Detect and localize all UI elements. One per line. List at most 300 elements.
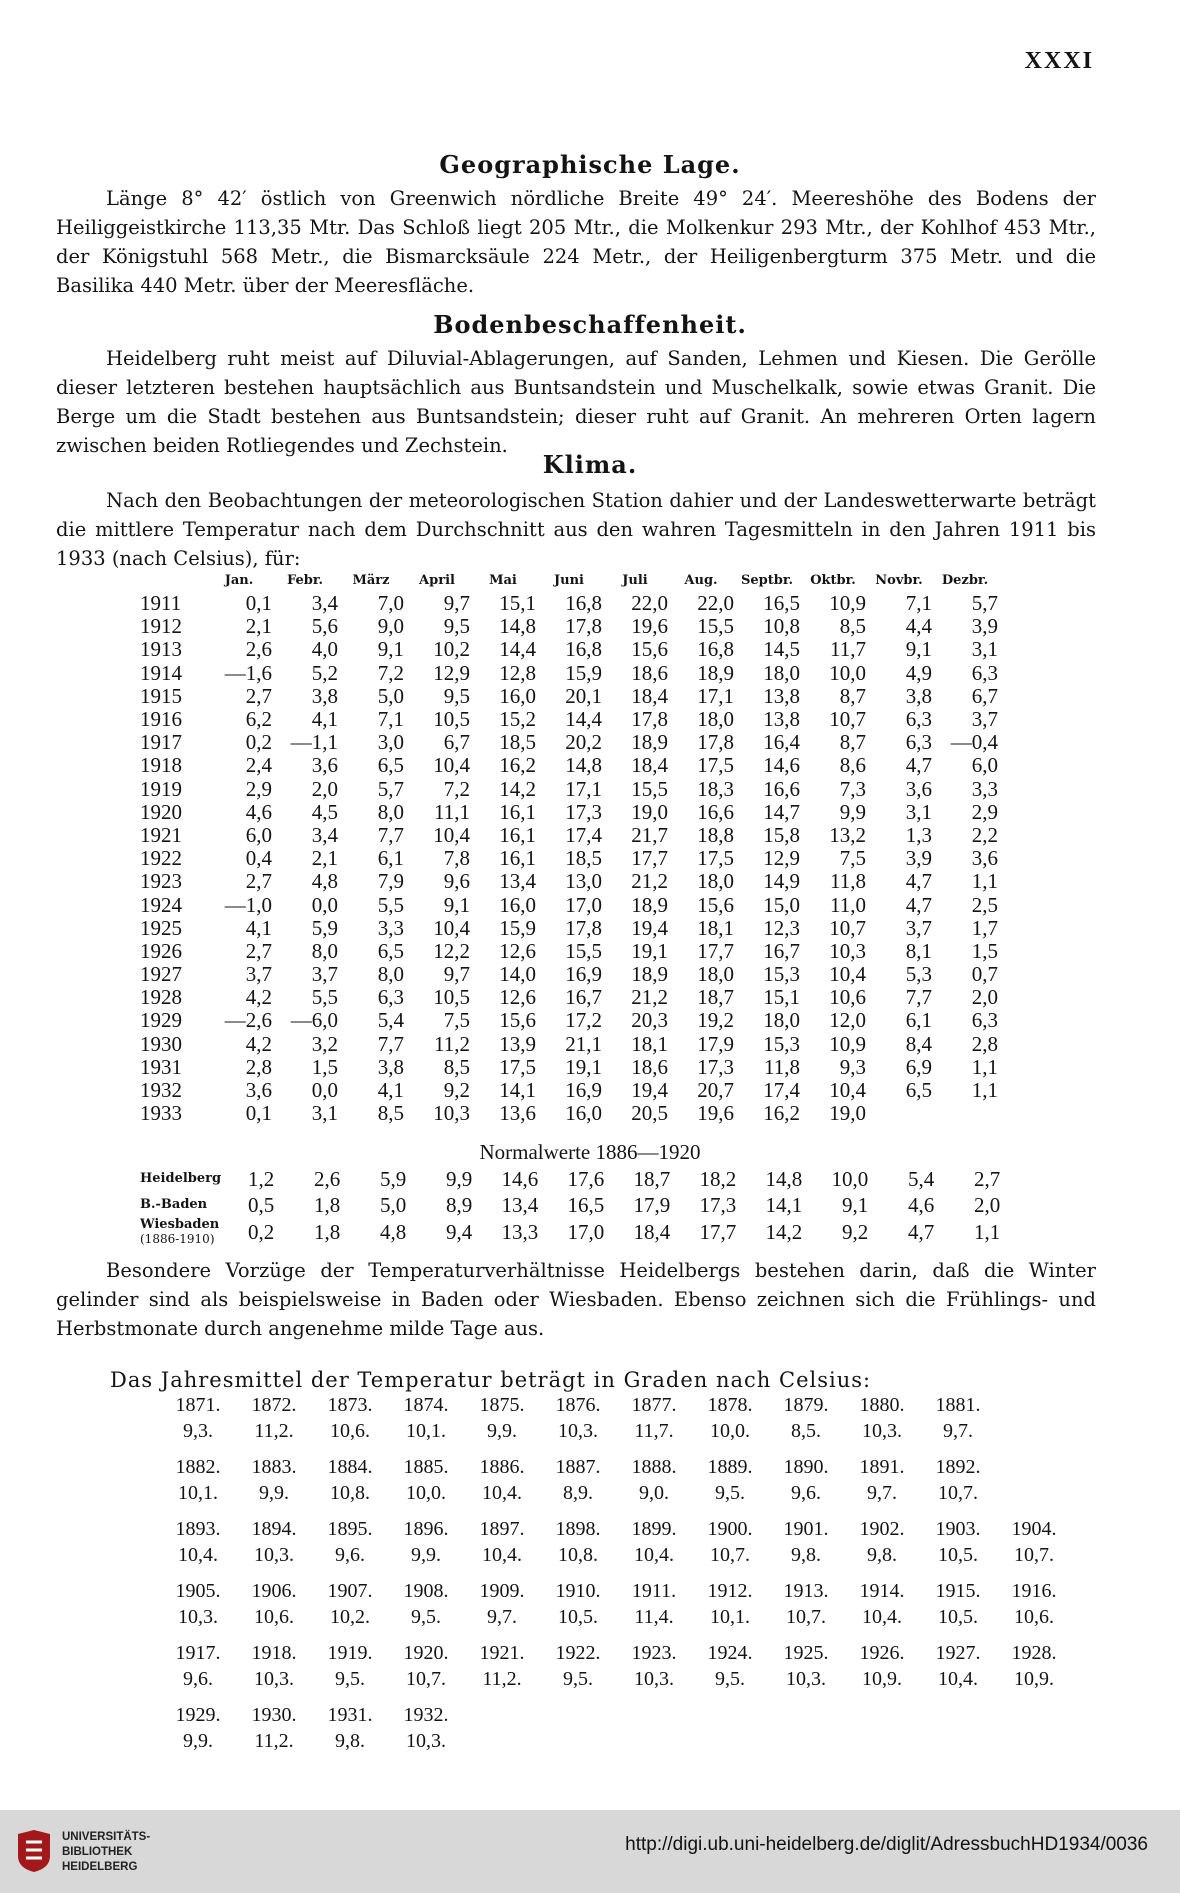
temperature-row (140, 847, 998, 870)
heading-klima: Klima. (542, 450, 638, 479)
mean-value: 10,9. (862, 1668, 902, 1690)
mean-value: 10,4. (482, 1544, 522, 1566)
temperature-cell: 0,0 (311, 892, 338, 917)
mean-value: 9,5. (335, 1668, 365, 1690)
temperature-cell: 15,9 (499, 915, 536, 940)
temperature-cell: 17,8 (697, 730, 734, 755)
normalwert-cell: 13,3 (501, 1219, 539, 1244)
mean-value: 9,7. (487, 1606, 517, 1628)
temperature-cell: 3,0 (377, 730, 404, 755)
jahresmittel-years-row (160, 1578, 1072, 1604)
temperature-cell: 20,7 (697, 1078, 734, 1103)
mean-value: 10,5. (558, 1606, 598, 1628)
temperature-cell: 19,1 (631, 938, 668, 963)
boden-paragraph (56, 344, 1096, 460)
year-label: 1912. (707, 1580, 753, 1602)
year-label: 1898. (555, 1518, 601, 1540)
library-seal-icon (14, 1828, 54, 1874)
normalwert-cell: 2,7 (974, 1166, 1001, 1191)
temperature-cell: 19,0 (631, 799, 668, 824)
year-column-header (140, 566, 206, 592)
temperature-cell: 3,7 (971, 707, 998, 732)
year-label: 1931. (327, 1704, 373, 1726)
station-label (140, 1166, 248, 1192)
temperature-cell: 16,1 (499, 846, 536, 871)
temperature-cell: 2,0 (311, 776, 338, 801)
year-label: 1877. (631, 1394, 677, 1416)
temperature-cell: 13,2 (829, 822, 866, 847)
temperature-cell: 7,2 (443, 776, 470, 801)
mean-value: 10,0. (406, 1482, 446, 1504)
temperature-cell: 10,3 (433, 1101, 470, 1126)
year-label: 1883. (251, 1456, 297, 1478)
normalwert-cell: 5,9 (380, 1166, 407, 1191)
temperature-cell: 19,6 (697, 1101, 734, 1126)
mean-value: 10,3. (786, 1668, 826, 1690)
temperature-cell: 15,5 (697, 614, 734, 639)
year-label: 1924. (707, 1642, 753, 1664)
year-label: 1879. (783, 1394, 829, 1416)
temperature-cell: 1,3 (905, 822, 932, 847)
year-label: 1915. (935, 1580, 981, 1602)
temperature-cell: 3,2 (311, 1031, 338, 1056)
temperature-cell: 14,7 (763, 799, 800, 824)
year-label: 1871. (175, 1394, 221, 1416)
temperature-cell: 15,1 (763, 985, 800, 1010)
station-period: (1886-1910) (140, 1232, 215, 1246)
logo-line: HEIDELBERG (62, 1861, 138, 1873)
year-label: 1929. (175, 1704, 221, 1726)
year-label: 1904. (1011, 1518, 1057, 1540)
temperature-cell: 15,6 (697, 892, 734, 917)
temperature-cell: 5,9 (311, 915, 338, 940)
temperature-row (140, 592, 998, 615)
mean-value: 10,4. (938, 1668, 978, 1690)
temperature-cell: 6,3 (905, 707, 932, 732)
temperature-row (140, 986, 998, 1009)
temperature-cell: 10,2 (433, 637, 470, 662)
month-header: Mai (489, 573, 517, 588)
temperature-cell: 21,2 (631, 869, 668, 894)
mean-value: 10,4. (482, 1482, 522, 1504)
year-cell: 1914 (140, 660, 182, 685)
temperature-cell: 4,7 (905, 892, 932, 917)
temperature-cell: 12,6 (499, 985, 536, 1010)
year-label: 1876. (555, 1394, 601, 1416)
temperature-cell: 21,1 (565, 1031, 602, 1056)
year-cell: 1926 (140, 938, 182, 963)
temperature-cell: 1,5 (311, 1054, 338, 1079)
year-label: 1892. (935, 1456, 981, 1478)
normalwert-cell: 17,9 (633, 1192, 671, 1217)
mean-value: 10,7. (1014, 1544, 1054, 1566)
mean-value: 9,6. (183, 1668, 213, 1690)
temperature-cell: 13,8 (763, 707, 800, 732)
year-label: 1923. (631, 1642, 677, 1664)
year-label: 1893. (175, 1518, 221, 1540)
geo-text: Länge 8° 42′ östlich von Greenwich nördliche Breite 49° 24′. Meereshöhe des Bodens der Heiliggeistkirche 113,35 Mtr. Das Schloß liegt 205 Mtr., die Molkenkur 293 Mtr., der Kohlhof 453 Mtr., der Königstuhl 568 Metr., die Bismarcksäule 224 Metr., der Heiligenbergturm 375 Metr. und die Basilika 440 Metr. über der Meeresfläche. (56, 187, 1096, 297)
temperature-cell: 6,7 (443, 730, 470, 755)
normalwert-cell: 1,8 (314, 1192, 341, 1217)
mean-value: 9,7. (867, 1482, 897, 1504)
temperature-cell: 7,8 (443, 846, 470, 871)
year-label: 1919. (327, 1642, 373, 1664)
year-cell: 1915 (140, 683, 182, 708)
temperature-cell: 7,7 (377, 822, 404, 847)
mean-value: 11,2. (482, 1668, 522, 1690)
temperature-cell: 14,5 (763, 637, 800, 662)
temperature-cell: 2,6 (245, 637, 272, 662)
temperature-row (140, 940, 998, 963)
temperature-cell: 8,5 (443, 1054, 470, 1079)
temperature-cell: 18,9 (631, 962, 668, 987)
temperature-row (140, 1009, 998, 1032)
normalwert-cell: 0,2 (248, 1219, 275, 1244)
temperature-cell: 3,4 (311, 822, 338, 847)
normalwert-cell: 18,2 (699, 1166, 737, 1191)
logo-line: BIBLIOTHEK (62, 1846, 133, 1858)
temperature-cell: 5,6 (311, 614, 338, 639)
temperature-cell: 4,2 (245, 1031, 272, 1056)
temperature-cell: 3,9 (905, 846, 932, 871)
year-cell: 1919 (140, 776, 182, 801)
temperature-cell (932, 1102, 998, 1125)
year-label: 1906. (251, 1580, 297, 1602)
temperature-cell: 6,5 (905, 1078, 932, 1103)
normalwert-cell: 17,6 (567, 1166, 605, 1191)
year-cell: 1929 (140, 1008, 182, 1033)
temperature-cell: 12,9 (763, 846, 800, 871)
temperature-cell: 6,9 (905, 1054, 932, 1079)
mean-value: 9,8. (867, 1544, 897, 1566)
temperature-cell: 22,0 (631, 591, 668, 616)
temperature-cell: 17,8 (631, 707, 668, 732)
temperature-cell: 0,2 (245, 730, 272, 755)
temperature-cell: 11,1 (434, 799, 470, 824)
temperature-cell: 8,4 (905, 1031, 932, 1056)
year-label: 1880. (859, 1394, 905, 1416)
mean-value: 10,3. (178, 1606, 218, 1628)
mean-value: 10,1. (406, 1420, 446, 1442)
temperature-cell: 16,7 (565, 985, 602, 1010)
temperature-cell: 1,1 (971, 869, 998, 894)
temperature-cell: 10,0 (829, 660, 866, 685)
mean-value: 9,6. (335, 1544, 365, 1566)
temperature-cell: 9,1 (905, 637, 932, 662)
year-label: 1926. (859, 1642, 905, 1664)
temperature-cell: 3,8 (377, 1054, 404, 1079)
temperature-row (140, 870, 998, 893)
normalwert-cell: 4,7 (908, 1219, 935, 1244)
klima-text: Nach den Beobachtungen der meteorologischen Station dahier und der Landeswetterwarte beträgt die mittlere Temperatur nach dem Durchschnitt aus den wahren Tagesmitteln in den Jahren 1911 bis 1933 (nach Celsius), für: (56, 489, 1096, 570)
temperature-cell: 17,0 (565, 892, 602, 917)
temperature-cell: 14,6 (763, 753, 800, 778)
temperature-cell: 13,8 (763, 683, 800, 708)
jahresmittel-title: Das Jahresmittel der Temperatur beträgt in Graden nach Celsius: (110, 1368, 872, 1392)
temperature-cell: 14,0 (499, 962, 536, 987)
temperature-cell: 17,8 (565, 614, 602, 639)
year-label: 1878. (707, 1394, 753, 1416)
temperature-cell: 17,8 (565, 915, 602, 940)
temperature-cell: 18,0 (763, 660, 800, 685)
temperature-row (140, 754, 998, 777)
logo-line: UNIVERSITÄTS- (62, 1831, 151, 1843)
temperature-cell: 4,6 (245, 799, 272, 824)
temperature-cell: 10,3 (829, 938, 866, 963)
temperature-cell: 10,5 (433, 707, 470, 732)
temperature-cell: 11,8 (830, 869, 866, 894)
temperature-cell: 2,9 (245, 776, 272, 801)
temperature-cell: 8,0 (311, 938, 338, 963)
jahresmittel-values-row (160, 1542, 1072, 1568)
mean-value: 10,7. (786, 1606, 826, 1628)
temperature-cell: 6,5 (377, 753, 404, 778)
jahresmittel-block (160, 1640, 1072, 1692)
temperature-cell: 0,0 (311, 1078, 338, 1103)
temperature-cell: 10,7 (829, 707, 866, 732)
normalwerte-row (140, 1192, 1000, 1218)
temperature-cell: 8,0 (377, 962, 404, 987)
mean-value: 10,6. (330, 1420, 370, 1442)
year-label: 1872. (251, 1394, 297, 1416)
temperature-cell: 21,2 (631, 985, 668, 1010)
year-label: 1903. (935, 1518, 981, 1540)
mean-value: 8,5. (791, 1420, 821, 1442)
temperature-cell: 2,0 (971, 985, 998, 1010)
year-label: 1917. (175, 1642, 221, 1664)
jahresmittel-block (160, 1454, 996, 1506)
mean-value: 10,8. (330, 1482, 370, 1504)
temperature-cell: 2,2 (971, 822, 998, 847)
temperature-cell: 9,1 (377, 637, 404, 662)
temperature-cell: 15,5 (565, 938, 602, 963)
year-cell: 1916 (140, 707, 182, 732)
temperature-cell: 11,8 (764, 1054, 800, 1079)
temperature-cell: 3,3 (971, 776, 998, 801)
temperature-cell: 18,7 (697, 985, 734, 1010)
month-header: Dezbr. (941, 573, 989, 588)
month-header: Juni (554, 573, 584, 588)
temperature-cell: 17,1 (697, 683, 734, 708)
temperature-cell: 18,0 (763, 1008, 800, 1033)
year-cell: 1917 (140, 730, 182, 755)
temperature-row (140, 893, 998, 916)
temperature-cell (866, 1102, 932, 1125)
temperature-cell: 3,3 (377, 915, 404, 940)
year-label: 1882. (175, 1456, 221, 1478)
temperature-cell: 11,0 (830, 892, 866, 917)
normalwert-cell: 2,0 (974, 1192, 1001, 1217)
mean-value: 9,5. (411, 1606, 441, 1628)
vorzuege-text: Besondere Vorzüge der Temperaturverhältnisse Heidelbergs bestehen darin, daß die Winter gelinder sind als beispielsweise in Baden oder Wiesbaden. Ebenso zeichnen sich die Frühlings- und Herbstmonate durch angenehme milde Tage aus. (56, 1259, 1096, 1340)
temperature-cell: —2,6 (224, 1008, 272, 1033)
temperature-cell: 16,6 (763, 776, 800, 801)
normalwert-cell: 4,6 (908, 1192, 935, 1217)
temperature-cell: 9,5 (443, 614, 470, 639)
year-label: 1918. (251, 1642, 297, 1664)
normalwert-cell: 18,7 (633, 1166, 671, 1191)
source-url-link[interactable]: http://digi.ub.uni-heidelberg.de/diglit/AdressbuchHD1934/0036 (625, 1834, 1148, 1855)
temperature-cell: 6,2 (245, 707, 272, 732)
mean-value: 10,4. (178, 1544, 218, 1566)
normalwert-cell: 10,0 (831, 1166, 869, 1191)
temperature-cell: 14,4 (565, 707, 602, 732)
year-label: 1875. (479, 1394, 525, 1416)
temperature-row (140, 801, 998, 824)
temperature-cell: 16,9 (565, 962, 602, 987)
month-header: April (419, 573, 455, 588)
temperature-cell: 16,5 (763, 591, 800, 616)
station-name: Heidelberg (140, 1171, 222, 1186)
temperature-cell: 13,0 (565, 869, 602, 894)
temperature-cell: 8,5 (377, 1101, 404, 1126)
temperature-cell: 17,4 (763, 1078, 800, 1103)
temperature-cell: 15,6 (631, 637, 668, 662)
temperature-cell: 10,8 (763, 614, 800, 639)
temperature-cell: 7,7 (905, 985, 932, 1010)
year-label: 1891. (859, 1456, 905, 1478)
year-cell: 1925 (140, 915, 182, 940)
temperature-cell: 9,9 (839, 799, 866, 824)
temperature-cell: 9,6 (443, 869, 470, 894)
month-header: Febr. (286, 573, 324, 588)
mean-value: 9,6. (791, 1482, 821, 1504)
year-label: 1916. (1011, 1580, 1057, 1602)
temperature-row (140, 1056, 998, 1079)
mean-value: 10,3. (862, 1420, 902, 1442)
year-label: 1881. (935, 1394, 981, 1416)
temperature-cell: 14,8 (565, 753, 602, 778)
mean-value: 9,5. (563, 1668, 593, 1690)
temperature-cell: 9,5 (443, 683, 470, 708)
temperature-cell: 3,7 (245, 962, 272, 987)
temperature-cell: 18,6 (631, 1054, 668, 1079)
year-cell: 1931 (140, 1054, 182, 1079)
temperature-cell: 12,9 (433, 660, 470, 685)
jahresmittel-years-row (160, 1516, 1072, 1542)
year-label: 1901. (783, 1518, 829, 1540)
year-cell: 1928 (140, 985, 182, 1010)
temperature-row (140, 1102, 998, 1125)
year-cell: 1927 (140, 962, 182, 987)
temperature-cell: 18,9 (631, 730, 668, 755)
temperature-cell: 7,1 (377, 707, 404, 732)
temperature-cell: 2,1 (311, 846, 338, 871)
jahresmittel-years-row (160, 1454, 996, 1480)
temperature-cell: 9,2 (443, 1078, 470, 1103)
year-label: 1889. (707, 1456, 753, 1478)
year-label: 1928. (1011, 1642, 1057, 1664)
temperature-cell: 12,2 (433, 938, 470, 963)
mean-value: 10,4. (634, 1544, 674, 1566)
station-name: Wiesbaden (140, 1217, 220, 1232)
year-label: 1894. (251, 1518, 297, 1540)
temperature-cell: 16,8 (565, 637, 602, 662)
temperature-cell: 18,4 (631, 683, 668, 708)
normalwert-cell: 1,2 (248, 1166, 275, 1191)
month-header: Juli (622, 573, 648, 588)
normalwerte-row (140, 1166, 1000, 1192)
temperature-cell: 10,5 (433, 985, 470, 1010)
mean-value: 9,9. (259, 1482, 289, 1504)
normalwert-cell: 9,2 (842, 1219, 869, 1244)
mean-value: 10,5. (938, 1544, 978, 1566)
temperature-cell: 7,5 (443, 1008, 470, 1033)
jahresmittel-values-row (160, 1604, 1072, 1630)
normalwerte-row (140, 1218, 1000, 1246)
normalwert-cell: 17,0 (567, 1219, 605, 1244)
temperature-cell: 18,9 (631, 892, 668, 917)
year-label: 1914. (859, 1580, 905, 1602)
heading-bodenbeschaffenheit: Bodenbeschaffenheit. (433, 310, 747, 339)
jahresmittel-block (160, 1702, 464, 1754)
temperature-cell: 20,5 (631, 1101, 668, 1126)
temperature-cell: 9,7 (443, 962, 470, 987)
year-label: 1899. (631, 1518, 677, 1540)
year-label: 1900. (707, 1518, 753, 1540)
library-logo-text (62, 1830, 150, 1875)
year-label: 1920. (403, 1642, 449, 1664)
month-header: Jan. (224, 573, 254, 588)
temperature-cell: 18,0 (697, 707, 734, 732)
year-cell: 1930 (140, 1031, 182, 1056)
temperature-cell: 1,1 (971, 1078, 998, 1103)
temperature-cell: 6,5 (377, 938, 404, 963)
temperature-cell: 7,9 (377, 869, 404, 894)
temperature-row (140, 662, 998, 685)
jahresmittel-values-row (160, 1666, 1072, 1692)
temperature-cell: 12,8 (499, 660, 536, 685)
temperature-cell: 6,7 (971, 683, 998, 708)
klima-paragraph (56, 486, 1096, 573)
normalwert-cell: 17,7 (699, 1219, 737, 1244)
mean-value: 9,3. (183, 1420, 213, 1442)
temperature-cell: 8,5 (839, 614, 866, 639)
temperature-cell: 14,2 (499, 776, 536, 801)
normalwert-cell: 1,1 (974, 1219, 1001, 1244)
temperature-cell: 9,3 (839, 1054, 866, 1079)
temperature-cell: 18,0 (697, 869, 734, 894)
temperature-cell: 5,5 (377, 892, 404, 917)
temperature-cell: 16,8 (565, 591, 602, 616)
mean-value: 9,8. (791, 1544, 821, 1566)
temperature-cell: 14,1 (499, 1078, 536, 1103)
temperature-cell: 7,5 (839, 846, 866, 871)
temperature-cell: 16,6 (697, 799, 734, 824)
year-label: 1925. (783, 1642, 829, 1664)
temperature-cell: 7,1 (905, 591, 932, 616)
temperature-cell: 20,2 (565, 730, 602, 755)
mean-value: 9,8. (335, 1730, 365, 1752)
temperature-row (140, 685, 998, 708)
temperature-cell: 9,1 (443, 892, 470, 917)
jahresmittel-block (160, 1578, 1072, 1630)
year-label: 1922. (555, 1642, 601, 1664)
temperature-cell: 19,4 (631, 915, 668, 940)
temperature-cell: 18,1 (697, 915, 734, 940)
temperature-row (140, 1033, 998, 1056)
temperature-cell: 10,4 (433, 822, 470, 847)
temperature-cell: 18,6 (631, 660, 668, 685)
temperature-row (140, 1079, 998, 1102)
temperature-cell: 16,8 (697, 637, 734, 662)
temperature-cell: 6,3 (905, 730, 932, 755)
temperature-cell: 10,4 (433, 753, 470, 778)
year-label: 1895. (327, 1518, 373, 1540)
temperature-cell: 4,0 (311, 637, 338, 662)
year-cell: 1933 (140, 1101, 182, 1126)
temperature-cell: 5,4 (377, 1008, 404, 1033)
